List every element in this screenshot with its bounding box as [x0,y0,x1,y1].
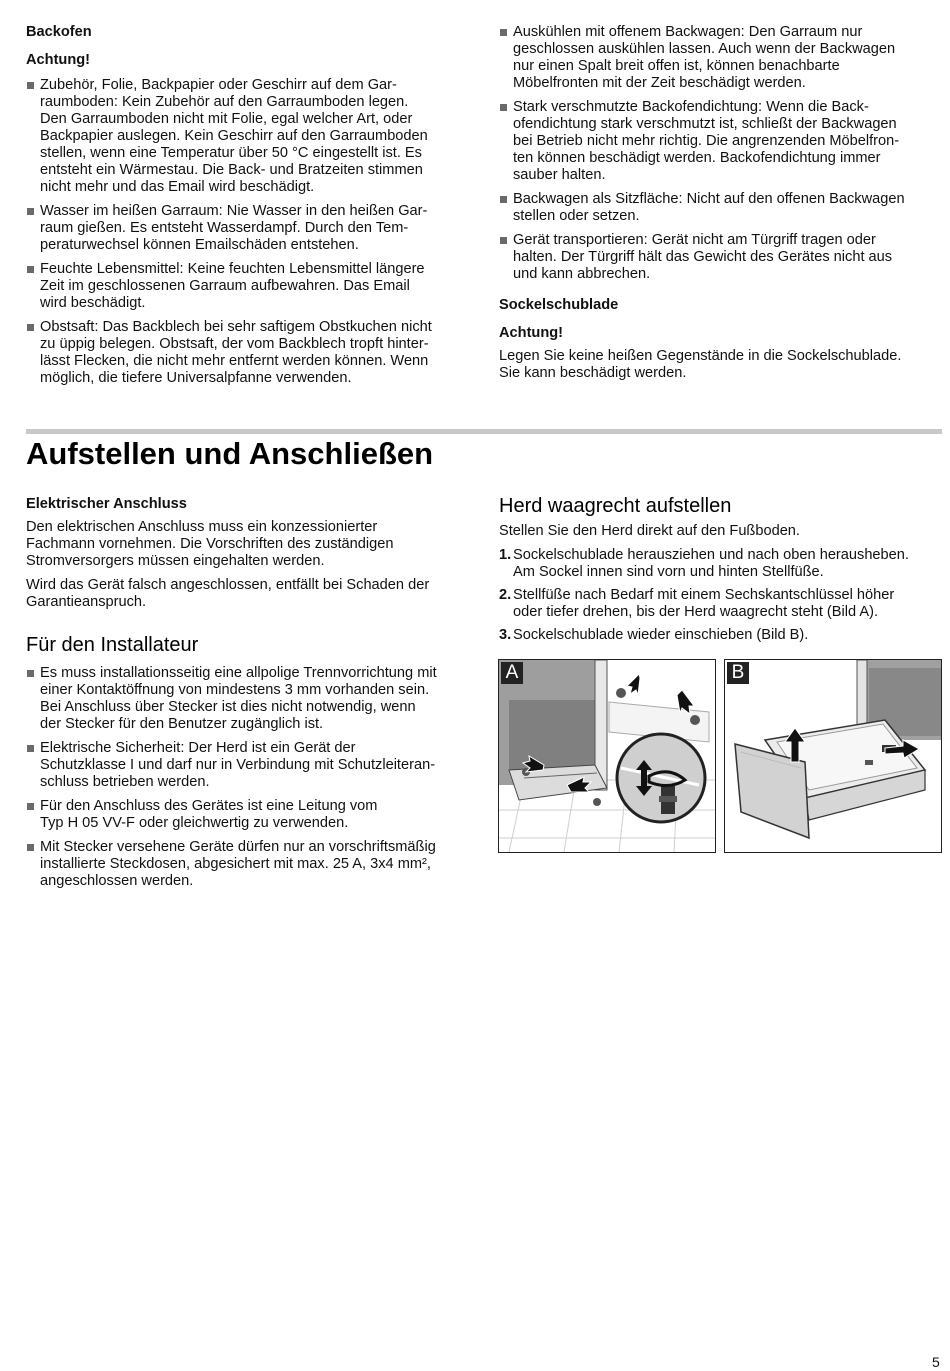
figure-a [498,659,716,853]
list-item: Gerät transportieren: Gerät nicht am Türgriff tragen oder halten. Der Türgriff hält das Gewicht des Gerätes nicht aus und kann abbrechen. [499,232,941,283]
figure-a-label: A [501,662,523,684]
list-item: Mit Stecker versehene Geräte dürfen nur an vorschriftsmäßig installierte Steckdosen, abgesichert mit max. 25 A, 3x4 mm², angeschlossen werden. [26,839,468,890]
backofen-list-continued [499,24,941,283]
backofen-achtung: Achtung! [26,52,91,68]
section-divider [26,429,942,434]
list-item: Auskühlen mit offenem Backwagen: Den Garraum nur geschlossen auskühlen lassen. Auch wenn der Backwagen nur einen Spalt breit offen ist, können benachbarte Möbelfronten mit der Zeit beschädigt werden. [499,24,941,92]
figure-b-illustration [725,660,941,852]
list-item: Wasser im heißen Garraum: Nie Wasser in den heißen Gar- raum gießen. Es entsteht Wasserdampf. Durch den Tem- peraturwechsel können Emailschäden entstehen. [26,203,468,254]
list-item: Elektrische Sicherheit: Der Herd ist ein Gerät der Schutzklasse I und darf nur in Verbindung mit Schutzleiteran- schluss betrieben werden. [26,740,468,791]
list-item: Backwagen als Sitzfläche: Nicht auf den offenen Backwagen stellen oder setzen. [499,191,941,225]
figure-a-illustration [499,660,715,852]
page-number: 5 [932,1354,940,1370]
elektrischer-anschluss-section [26,496,468,890]
list-item: Für den Anschluss des Gerätes ist eine Leitung vom Typ H 05 VV-F oder gleichwertig zu verwenden. [26,798,468,832]
list-item: Es muss installationsseitig eine allpolige Trennvorrichtung mit einer Kontaktöffnung von mindestens 3 mm vorhanden sein. Bei Anschluss über Stecker ist dies nicht notwendig, wenn der Stecker für den Benutzer zugänglich ist. [26,665,468,733]
herd-section [499,494,941,644]
list-item: Zubehör, Folie, Backpapier oder Geschirr auf dem Gar- raumboden: Kein Zubehör auf den Garraumboden legen. Den Garraumboden nicht mit Folie, egal welcher Art, oder Backpapier auslegen. Kein Geschirr auf den Garraumboden stellen, wenn eine Temperatur über 50 °C eingestellt ist. Es entsteht ein Wärmestau. Die Back- und Bratzeiten stimmen nicht mehr und das Email wird beschädigt. [26,77,468,196]
backofen-section [26,24,468,387]
elektrischer-anschluss-paragraph-1: Den elektrischen Anschluss muss ein konzessionierter Fachmann vornehmen. Die Vorschriften des zuständigen Stromversorgers müssen eingehalten werden. [26,519,394,569]
elektrischer-anschluss-paragraph-2: Wird das Gerät falsch angeschlossen, entfällt bei Schaden der Garantieanspruch. [26,577,430,610]
list-item: Obstsaft: Das Backblech bei sehr saftigem Obstkuchen nicht zu üppig belegen. Obstsaft, der vom Backblech tropft hinter- lässt Flecken, die nicht mehr entfernt werden können. Wenn möglich, die tiefere Universalpfanne verwenden. [26,319,468,387]
backofen-heading: Backofen [26,24,92,40]
figure-b [724,659,942,853]
sockelschublade-heading: Sockelschublade [499,297,619,313]
sockelschublade-text: Legen Sie keine heißen Gegenstände in die Sockelschublade. Sie kann beschädigt werden. [499,348,902,381]
backofen-list [26,77,468,387]
section-title: Aufstellen und Anschließen [26,436,434,471]
list-item: Stark verschmutzte Backofendichtung: Wenn die Back- ofendichtung stark verschmutzt ist, schließt der Backwagen bei Betrieb nicht mehr richtig. Die angrenzenden Möbelfron- ten können beschädigt werden. Backofendichtung immer sauber halten. [499,99,941,184]
elektrischer-anschluss-heading: Elektrischer Anschluss [26,496,187,512]
installateur-heading: Für den Installateur [26,634,199,656]
step-item: 1. Sockelschublade herausziehen und nach oben herausheben. Am Sockel innen sind vorn und hinten Stellfüße. [499,547,909,580]
step-item: 3. Sockelschublade wieder einschieben (Bild B). [499,627,809,643]
herd-steps [499,547,941,644]
installateur-list [26,665,468,890]
figure-b-label: B [727,662,749,684]
list-item: Feuchte Lebensmittel: Keine feuchten Lebensmittel längere Zeit im geschlossenen Garraum aufbewahren. Das Email wird beschädigt. [26,261,468,312]
backofen-section-continued [499,24,941,382]
sockelschublade-achtung: Achtung! [499,325,564,341]
step-item: 2. Stellfüße nach Bedarf mit einem Sechskantschlüssel höher oder tiefer drehen, bis der Herd waagrecht steht (Bild A). [499,587,895,620]
herd-heading: Herd waagrecht aufstellen [499,495,732,517]
herd-intro: Stellen Sie den Herd direkt auf den Fußboden. [499,523,800,539]
